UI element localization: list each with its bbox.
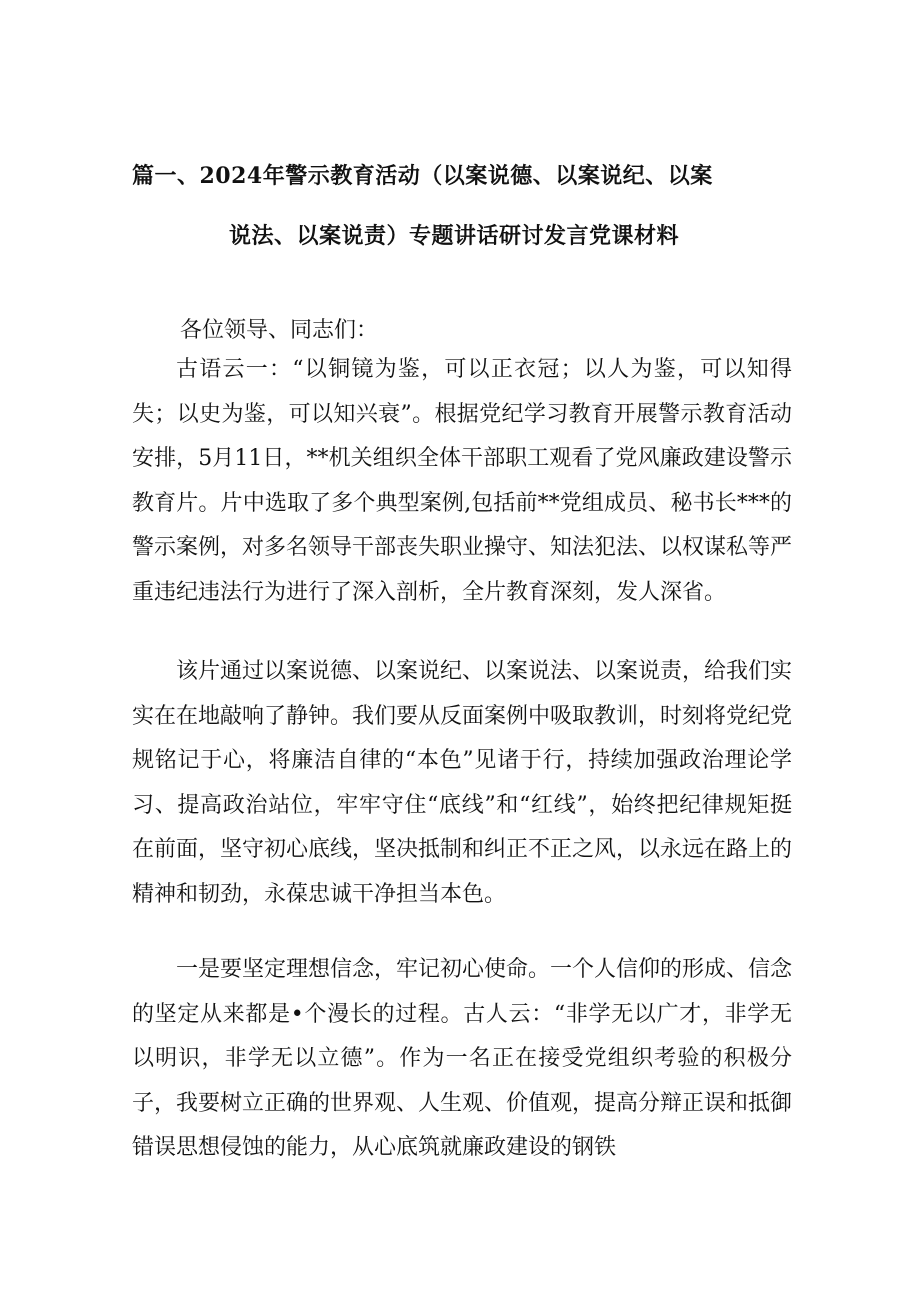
paragraph-2: 该片通过以案说德、以案说纪、以案说法、以案说责，给我们实实在在地敲响了静钟。我们要从反面案例中吸取教训，时刻将党纪党规铭记于心，将廉洁自律的“本色”见诸于行，持续加强政治理论学习、提高政治站位，牢牢守住“底线”和“红线”，始终把纪律规矩挺在前面，坚守初心底线，坚决抵制和纠正不正之风，以永远在路上的精神和韧劲，永葆忠诚干净担当本色。 — [132, 659, 793, 907]
title-line-1: 篇一、2024年警示教育活动（以案说德、以案说纪、以案 — [132, 163, 713, 189]
paragraph-1: 古语云一：“以铜镜为鉴，可以正衣冠；以人为鉴，可以知得失；以史为鉴，可以知兴衰”。根据党纪学习教育开展警示教育活动安排，5月11日，**机关组织全体干部职工观看了党风廉政建设警示教育片。片中选取了多个典型案例,包括前**党组成员、秘书长***的警示案例，对多名领导干部丧失职业操守、知法犯法、以权谋私等严重违纪违法行为进行了深入剖析，全片教育深刻，发人深省。 — [132, 357, 793, 605]
title-line-2: 说法、以案说责）专题讲话研讨发言党课材料 — [229, 223, 680, 249]
document-title — [132, 146, 812, 266]
paragraph-3: 一是要坚定理想信念，牢记初心使命。一个人信仰的形成、信念的坚定从来都是•个漫长的过程。古人云：“非学无以广才，非学无以明识，非学无以立德”。作为一名正在接受党组织考验的积极分子，我要树立正确的世界观、人生观、价值观，提高分辩正误和抵御错误思想侵蚀的能力，从心底筑就廉政建设的钢铁 — [132, 957, 793, 1160]
greeting: 各位领导、同志们： — [180, 318, 379, 343]
